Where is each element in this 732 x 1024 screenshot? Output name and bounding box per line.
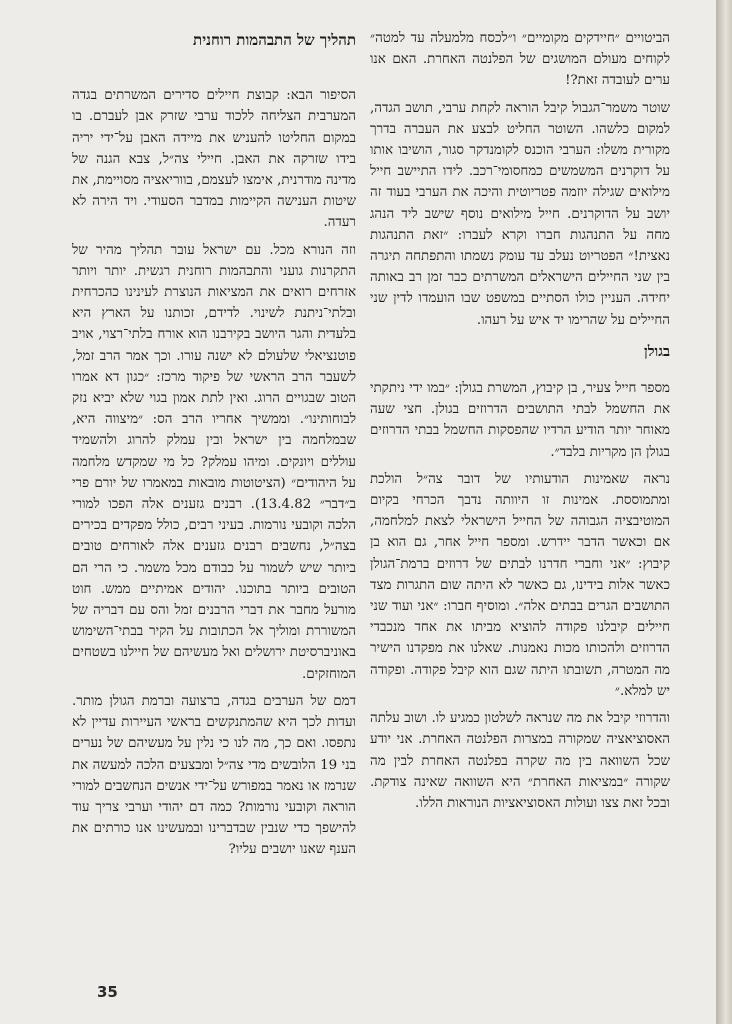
paragraph: נראה שאמינות הודעותיו של דובר צה״ל הולכת ומתמוססת. אמינות זו היוותה נדבך הכרחי בקיום המוטיבציה הגבוהה של החייל הישראלי לצאת למלחמה, אם וכאשר הדבר יידרש. ומספר חייל אחר, גם הוא בן קיבוץ: ״אני וחברי חדרנו לבתים של דרוזים ברמת־הגולן כאשר אלות בידינו, גם כאשר לא היתה שום התגרות מצד התושבים הגרים בבתים אלה״. ומוסיף חברו: ״אני ועוד שני חיילים קיבלנו פקודה להוציא מביתו את אחד מנכבדי הדרוזים ולהכותו מכות נאמנות. שאלנו את מפקדנו הישיר מה המטרה, תשובתו היתה שגם הוא קיבל פקודה. ופקודה יש למלא.״ bbox=[370, 471, 670, 699]
paragraph: מספר חייל צעיר, בן קיבוץ, המשרת בגולן: ״במו ידי ניתקתי את החשמל לבתי התושבים הדרוזים בגולן. חצי שעה מאוחר יותר הודיע הרדיו שהפסקות החשמל בבתי הדרוזים בגולן הן מקריות בלבד״. bbox=[370, 381, 670, 460]
paragraph: והדרוזי קיבל את מה שנראה לשלטון כמגיע לו. ושוב עלתה האסוציאציה שמקורה במצרות הפלנטה האחרת. אני יודע שכל השוואה בין מה שקרה בפלנטה האחרת לבין מה שקורה ״במציאות האחרת״ היא השוואה שאינה צודקת. ובכל זאת צצו ועולות האסוציאציות הנוראות הללו. bbox=[370, 711, 670, 811]
page-number: 35 bbox=[97, 983, 118, 1001]
paragraph: הסיפור הבא: קבוצת חיילים סדירים המשרתים בגדה המערבית הצליחה ללכוד ערבי שזרק אבן לעברם. בו במקום החליטו להעניש את מיידה האבן על־ידי יריה בידו שזרקה את האבן. חיילי צה״ל, צבא הגנה של מדינה מודרנית, אימצו לעצמם, בווריאציה מסויימת, את שיטות הענישה הקיימות במדבר הסעודי. ויד הירה לא רעדה. bbox=[72, 88, 356, 231]
paragraph: וזה הנורא מכל. עם ישראל עובר תהליך מהיר של התקרנות גועני והתבהמות רוחנית רגשית. יותר ויותר אזרחים רואים את המציאות הנוצרת לעינינו כהכרחית ובלתי־ניתנת לשינוי. לדידם, זכותנו על הארץ היא בלעדית והגר היושב בקירבנו הוא אורח בלתי־רצוי, אויב פוטנציאלי שלעולם לא ישנה עורו. וכך אמר הרב זמל, לשעבר הרב הראשי של פיקוד מרכז: ״כגון דא אמרו הטוב שבגויים הרוג. ואין לתת אמון בגוי שלא יביא נזק לבוחותינו״. וממשיך אחריו הרב הס: ״מיצווה היא, שבמלחמה בין ישראל ובין עמלק להרוג ולהשמיד עוללים ויונקים. ומיהו עמלק? כל מי שמקדש מלחמה על היהודים״ (הציטוטות מובאות במאמרו של יורם פרי ב״דבר״ 13.4.82). רבנים גזענים אלה הפכו למורי הלכה וקובעי נורמות. בעיני רבים, כולל מפקדים בכירים בצה״ל, נחשבים רבנים גזענים אלה לאורחים טובים ביותר שיש לשמור על כבודם מכל משמר. כי הרי הם הטובים ביותר בתוכנו. יהודים אמיתיים ממש. חוט מורעל מחבר את דברי הרבנים זמל והס עם דבריה של המשוררת ומוליך אל הכתובות על הקיר בבתי־השימוש באוניברסיטת ירושלים ואל מעשיהם של חיילנו בשטחים המוחזקים. bbox=[72, 242, 356, 682]
section-heading: בגולן bbox=[644, 342, 670, 360]
right-column bbox=[370, 28, 670, 820]
page-binding bbox=[716, 0, 732, 1024]
paragraph: הביטויים ״חיידקים מקומיים״ ו״לכסח מלמעלה עד למטה״ לקוחים מעולם המושגים של הפלנטה האחרת. האם אנו ערים לעובדה זאת?! bbox=[370, 31, 670, 89]
left-column bbox=[72, 30, 356, 867]
section-heading: תהליך של התבהמות רוחנית bbox=[193, 31, 356, 49]
paragraph: דמם של הערבים בגדה, ברצועה וברמת הגולן מותר. ועדות לכך היא שהמתנקשים בראשי העיירות עדיין לא נתפסו. ואם כך, מה לנו כי נלין על מעשיהם של נערים בני 19 הלובשים מדי צה״ל ומבצעים הלכה למעשה את שנרמז או נאמר במפורש על־ידי אנשים הנחשבים למורי הוראה וקובעי נורמות? כמה דם יהודי וערבי צריך עוד להישפך כדי שנבין שבדברינו ובמעשינו אנו כורתים את הענף שאנו יושבים עליו? bbox=[72, 693, 356, 858]
paragraph: שוטר משמר־הגבול קיבל הוראה לקחת ערבי, תושב הגדה, למקום כלשהו. השוטר החליט לבצע את העברה בדרך מקורית משלו: הערבי הוכנס לקומנדקר סגור, הושיבו אותו על דוקרנים המשמשים כמחסומי־רכב. לידו התיישב חייל מילואים שגילה יוזמה פטריוטית והיכה את הערבי בעוד זה יושב על הדוקרנים. חייל מילואים נוסף שישב ליד הנהג מחה על התנהגות חברו וקרא לעברו: ״זאת התנהגות נאצית!״ הפטריוט נעלב עד עומק נשמתו והתפתחה תיגרה בין שני החיילים הישראלים המשרתים כבר זמן רב באותה יחידה. העניין כולו הסתיים במשפט שבו הועמדו לדין שני החיילים על שהרימו יד איש על רעהו. bbox=[370, 100, 670, 328]
